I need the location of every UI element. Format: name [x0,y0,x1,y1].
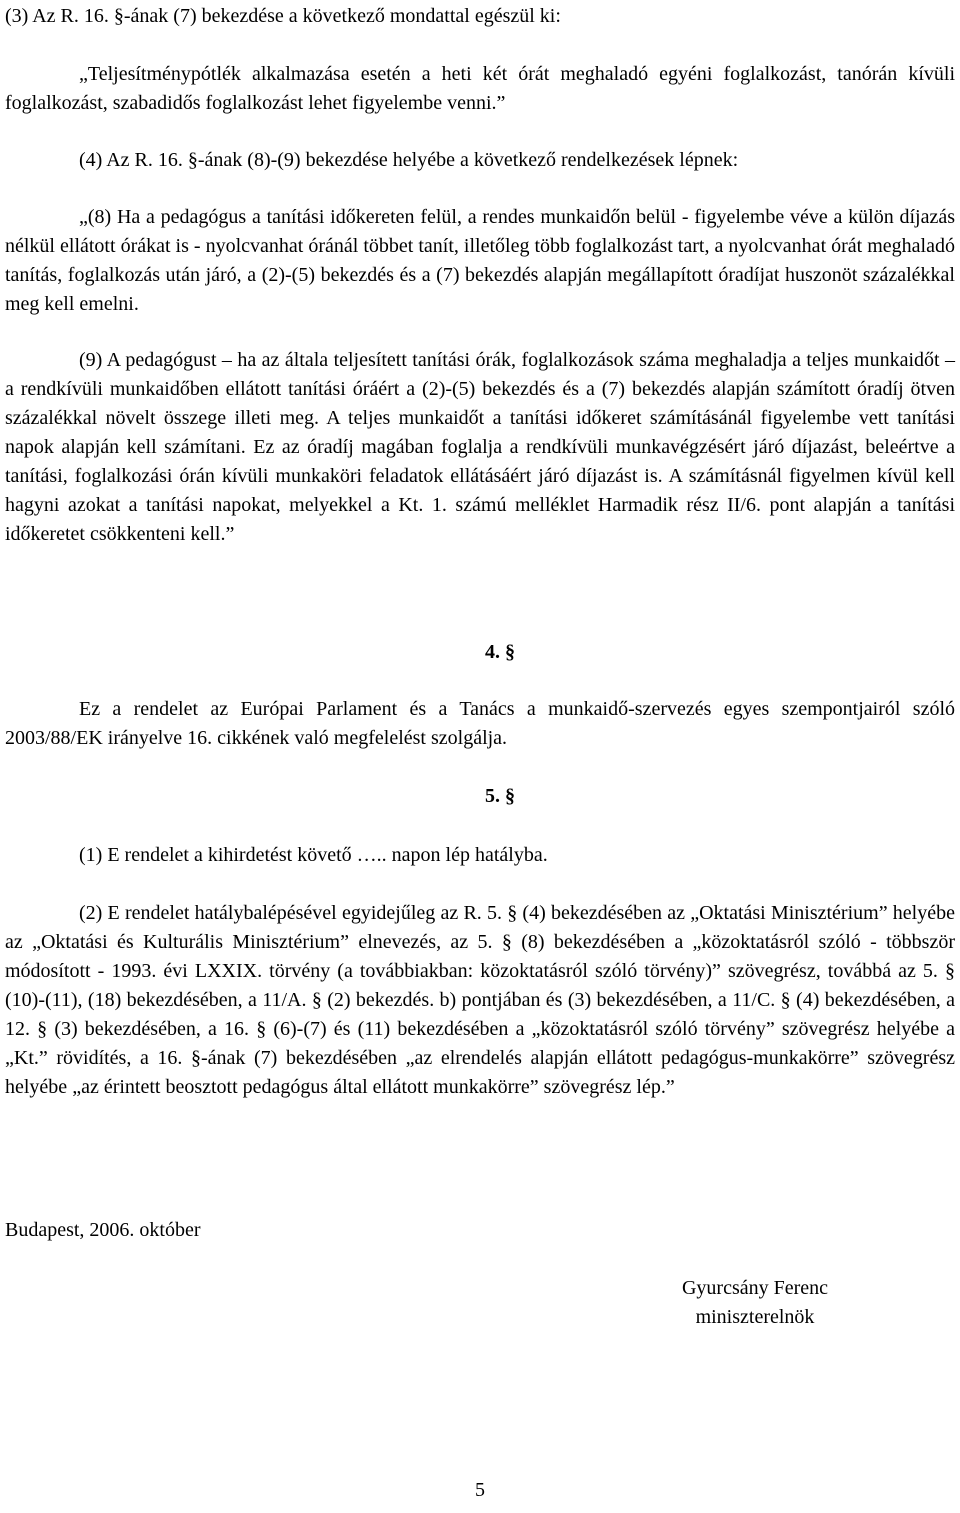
section-5-heading: 5. § [485,785,515,807]
paragraph-9: (9) A pedagógust – ha az általa teljesített tanítási órák, foglalkozások száma meghaladja a teljes munkaidőt – a rendkívüli munkaidőben ellátott tanítási óráért a (2)-(5) bekezdés és a (7) bekezdés alapján számított óradíj ötven százalékkal növelt összege illeti meg. A teljes munkaidőt a tanítási időkeret számításánál figyelembe vett tanítási napok alapján kell számítani. Ez az óradíj magában foglalja a rendkívüli munkavégzésért járó díjazást, beleértve a tanítási, foglalkozási órán kívüli munkaköri feladatok ellátásáért járó díjazást is. A számításnál figyelmen kívül kell hagyni azokat a tanítási napokat, melyekkel a Kt. 1. számú melléklet Harmadik rész II/6. pont alapján a tanítási időkeretet csökkenteni kell.” [5,349,955,545]
section-5-paragraph-2: (2) E rendelet hatálybalépésével egyidejűleg az R. 5. § (4) bekezdésében az „Oktatási Minisztérium” helyébe az „Oktatási és Kulturális Minisztérium” elnevezés, az 5. § (8) bekezdésében a „közoktatásról szóló - többször módosított - 1993. évi LXXIX. törvény (a továbbiakban: közoktatásról szóló törvény)” szövegrész, továbbá az 5. § (10)-(11), (18) bekezdésében, a 11/A. § (2) bekezdés. b) pontjában és (3) bekezdésében, a 11/C. § (4) bekezdésében, a 12. § (3) bekezdésében, a 16. § (6)-(7) és (11) bekezdésében a „közoktatásról szóló törvény” szövegrész helyébe a „Kt.” rövidítés, a 16. §-ának (7) bekezdésében „az elrendelés alapján ellátott pedagógus-munkakörre” szövegrész helyébe „az érintett beosztott pedagógus által ellátott munkakörre” szövegrész lép.” [5,902,955,1098]
place-date: Budapest, 2006. október [5,1219,201,1241]
paragraph-4-intro: (4) Az R. 16. §-ának (8)-(9) bekezdése helyébe a következő rendelkezések lépnek: [79,149,739,171]
paragraph-3-intro: (3) Az R. 16. §-ának (7) bekezdése a következő mondattal egészül ki: [5,5,561,27]
paragraph-8: „(8) Ha a pedagógus a tanítási időkereten felül, a rendes munkaidőn belül - figyelembe véve a külön díjazás nélkül ellátott órákat is - nyolcvanhat óránál többet tanít, illetőleg több foglalkozást tart, a nyolcvanhat órát meghaladó tanítás, foglalkozás után járó, a (2)-(5) bekezdés és a (7) bekezdés alapján megállapított óradíjat huszonöt százalékkal meg kell emelni. [5,206,955,315]
section-4-heading: 4. § [485,641,515,663]
page-number: 5 [475,1479,485,1501]
section-4-text: Ez a rendelet az Európai Parlament és a Tanács a munkaidő-szervezés egyes szempontjairól szóló 2003/88/EK irányelve 16. cikkének való megfelelést szolgálja. [5,698,955,749]
signer-name: Gyurcsány Ferenc [681,1277,829,1299]
signer-title: miniszterelnök [695,1306,815,1328]
paragraph-3-quote: „Teljesítménypótlék alkalmazása esetén a heti két órát meghaladó egyéni foglalkozást, tanórán kívüli foglalkozást, szabadidős foglalkozást lehet figyelembe venni.” [5,63,955,114]
section-5-paragraph-1: (1) E rendelet a kihirdetést követő ….. napon lép hatályba. [79,844,548,866]
